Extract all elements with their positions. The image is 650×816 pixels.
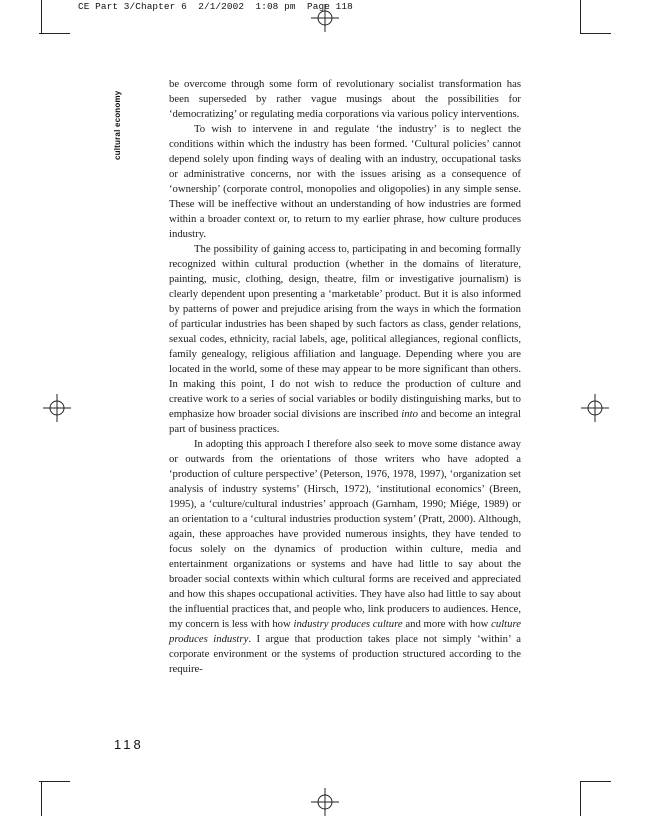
registration-mark-left — [43, 394, 71, 422]
paragraph — [169, 437, 521, 677]
registration-mark-bottom — [311, 788, 339, 816]
crop-mark — [41, 0, 42, 33]
slug-line: CE Part 3/Chapter 6 2/1/2002 1:08 pm Page 118 — [78, 1, 353, 12]
paragraph — [169, 122, 521, 242]
crop-mark — [580, 781, 611, 782]
text-run: In adopting this approach I therefore also seek to move some distance away or outwards from the orientations of those writers who have adopted a ‘production of culture perspective’ (Peterson, 1976, 1978, 1997), ‘organization set analysis of industry systems’ (Hirsch, 1972), ‘institutional economics’ (Breen, 1995), a ‘culture/cultural industries’ approach (Garnham, 1990; Miége, 1989) or an orientation to a ‘cultural industries production system’ (Pratt, 2000). Although, again, these approaches have provided numerous insights, they have tended to focus solely on the dynamics of production within culture, media and entertainment organizations or systems and have had little to say about the broader social contexts within which cultural forms are received and appreciated and how this shapes occupational activities. They have also had little to say about the influential practices that, and people who, link producers to audiences. Hence, my concern is less with how — [169, 438, 521, 630]
running-head — [113, 80, 123, 170]
text-run: and more with how — [402, 618, 492, 630]
crop-mark — [580, 781, 581, 816]
registration-mark-top — [311, 4, 339, 32]
page-number: 118 — [114, 737, 144, 752]
crop-mark — [580, 0, 581, 33]
crop-mark — [39, 781, 70, 782]
text-run: The possibility of gaining access to, participating in and becoming formally recognized within cultural production (whether in the domains of literature, painting, music, clothing, design, theatre, film or investigative journalism) is clearly dependent upon presenting a ‘marketable’ product. But it is also informed by patterns of power and prejudice arising from the ways in which the formation of particular industries has been shaped by such factors as class, gender relations, sexual codes, ethnicity, racial labels, age, political allegiances, regional conflicts, family genealogy, religious affiliation and language. Depending where you are located in the world, some of these may appear to be more significant than others. In making this point, I do not wish to reduce the production of culture and creative work to a series of social variables or bodily distinguishing marks, but to emphasize how broader social divisions are inscribed — [169, 243, 521, 420]
italic-text: into — [401, 408, 418, 420]
italic-text: culture produces industry — [169, 618, 522, 645]
paragraph — [169, 242, 521, 437]
crop-mark — [39, 33, 70, 34]
text-run: . I argue that production takes place not simply ‘within’ a corporate environment or the systems of production structured according to the require- — [169, 633, 521, 675]
crop-mark — [41, 781, 42, 816]
crop-mark — [580, 33, 611, 34]
running-head-label: cultural economy — [113, 90, 122, 160]
text-run: and become an integral part of business practices. — [169, 408, 521, 435]
registration-mark-right — [581, 394, 609, 422]
paragraph — [169, 77, 521, 122]
text-run: To wish to intervene in and regulate ‘the industry’ is to neglect the conditions within which the industry has been formed. ‘Cultural policies’ cannot depend solely upon finding ways of dealing with an industry, occupational tasks or administrative concerns, nor with the issues arising as a consequence of ‘ownership’ (corporate control, monopolies and oligopolies) in any simple sense. These will be ineffective without an understanding of how industries are formed within a broader context or, to return to my earlier phrase, how culture produces industry. — [169, 123, 521, 240]
italic-text: industry produces culture — [293, 618, 403, 630]
text-run: be overcome through some form of revolutionary socialist transformation has been superseded by rather vague musings about the possibilities for ‘democratizing’ or regulating media corporations via various policy interventions. — [169, 78, 521, 120]
body-text — [169, 77, 521, 677]
